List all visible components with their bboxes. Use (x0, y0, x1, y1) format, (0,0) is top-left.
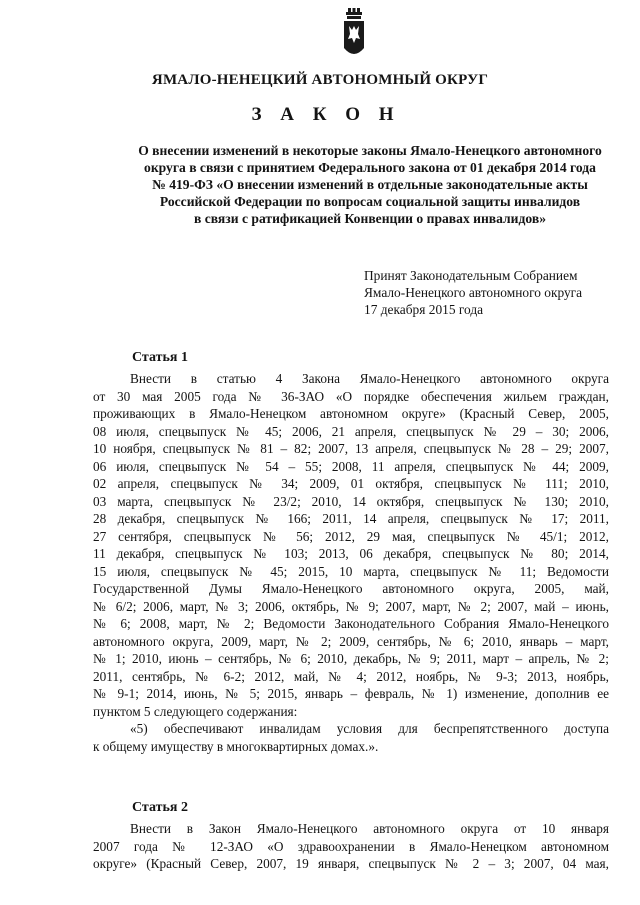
adoption-date: 17 декабря 2015 года (364, 302, 484, 317)
article-2-line: округе» (Красный Север, 2007, 19 января, спецвыпуск № 2 – 3; 2007, 04 мая, (93, 856, 609, 871)
adoption-line: Ямало-Ненецкого автономного округа (364, 285, 583, 300)
article-1-line: 28 декабря, спецвыпуск № 166; 2011, 14 апреля, спецвыпуск № 17; 2011, (93, 511, 609, 526)
article-2-line: Внести в Закон Ямало-Ненецкого автономного округа от 10 января (130, 821, 609, 836)
article-1-line: 15 июля, спецвыпуск № 45; 2015, 10 марта, спецвыпуск № 11; Ведомости (93, 563, 609, 579)
article-1-line: 11 декабря, спецвыпуск № 103; 2013, 06 декабря, спецвыпуск № 80; 2014, (93, 546, 609, 561)
article-1-line: Внести в статью 4 Закона Ямало-Ненецкого автономного округа (130, 371, 609, 386)
article-1-line: 08 июля, спецвыпуск № 45; 2006, 21 апреля, спецвыпуск № 29 – 30; 2006, (93, 423, 609, 439)
article-1-line: 02 апреля, спецвыпуск № 34; 2009, 01 октября, спецвыпуск № 111; 2010, (93, 476, 609, 491)
article-1-line: автономного округа, 2009, март, № 2; 2009, сентябрь, № 6; 2010, январь – март, (93, 633, 609, 649)
law-subject-line: Российской Федерации по вопросам социальной защиты инвалидов (159, 194, 581, 209)
article-2-body (93, 820, 609, 873)
article-1-line: 2011, сентябрь, № 6-2; 2012, май, № 4; 2012, ноябрь, № 9-3; 2013, ноябрь, (93, 668, 609, 684)
article-1-line: № 6; 2008, март, № 2; Ведомости Законодательного Собрания Ямало-Ненецкого (93, 616, 609, 631)
article-1-line: проживающих в Ямало-Ненецком автономном округе» (Красный Север, 2005, (93, 406, 609, 421)
article-1-quote-line: «5) обеспечивают инвалидам условия для беспрепятственного доступа (130, 721, 609, 736)
article-1-line: 03 марта, спецвыпуск № 23/2; 2010, 14 октября, спецвыпуск № 130; 2010, (93, 493, 609, 509)
article-1-body (93, 370, 609, 755)
article-1-line: от 30 мая 2005 года № 36-ЗАО «О порядке обеспечения жильем граждан, (93, 388, 609, 404)
article-1-line: Государственной Думы Ямало-Ненецкого автономного округа, 2005, май, (93, 581, 609, 596)
article-2-heading: Статья 2 (132, 800, 188, 815)
article-1-line: 06 июля, спецвыпуск № 54 – 55; 2008, 11 апреля, спецвыпуск № 44; 2009, (93, 458, 609, 474)
adoption-note (364, 267, 582, 318)
law-heading: З А К О Н (251, 104, 401, 125)
article-1-quote-line: к общему имуществу в многоквартирных домах.». (93, 738, 379, 754)
article-1-line: № 1; 2010, июнь – сентябрь, № 6; 2010, декабрь, № 9; 2011, март – апрель, № 2; (93, 651, 609, 666)
article-1-line: № 9-1; 2014, июнь, № 5; 2015, январь – февраль, № 1) изменение, дополнив ее (93, 686, 609, 701)
article-1-heading: Статья 1 (132, 350, 188, 365)
law-subject-line: округа в связи с принятием Федерального закона от 01 декабря 2014 года (144, 160, 596, 175)
adoption-line: Принят Законодательным Собранием (364, 268, 578, 283)
article-1-line: 10 ноября, спецвыпуск № 81 – 82; 2007, 13 апреля, спецвыпуск № 28 – 29; 2007, (93, 441, 609, 456)
law-subject-line: в связи с ратификацией Конвенции о правах инвалидов» (193, 211, 546, 226)
article-1-line: 27 сентября, спецвыпуск № 56; 2012, 29 мая, спецвыпуск № 45/1; 2012, (93, 528, 609, 544)
law-subject-line: О внесении изменений в некоторые законы Ямало-Ненецкого автономного (138, 143, 602, 158)
article-1-line: № 6/2; 2006, март, № 3; 2006, октябрь, № 9; 2007, март, № 2; 2007, май – июнь, (93, 598, 609, 614)
coat-of-arms-emblem (338, 8, 370, 64)
region-title: ЯМАЛО-НЕНЕЦКИЙ АВТОНОМНЫЙ ОКРУГ (151, 72, 489, 88)
law-subject (118, 142, 622, 227)
law-subject-line: № 419-ФЗ «О внесении изменений в отдельные законодательные акты (152, 177, 588, 192)
article-1-line: пунктом 5 следующего содержания: (93, 703, 298, 719)
article-2-line: 2007 года № 12-ЗАО «О здравоохранении в Ямало-Ненецком автономном (93, 838, 609, 854)
